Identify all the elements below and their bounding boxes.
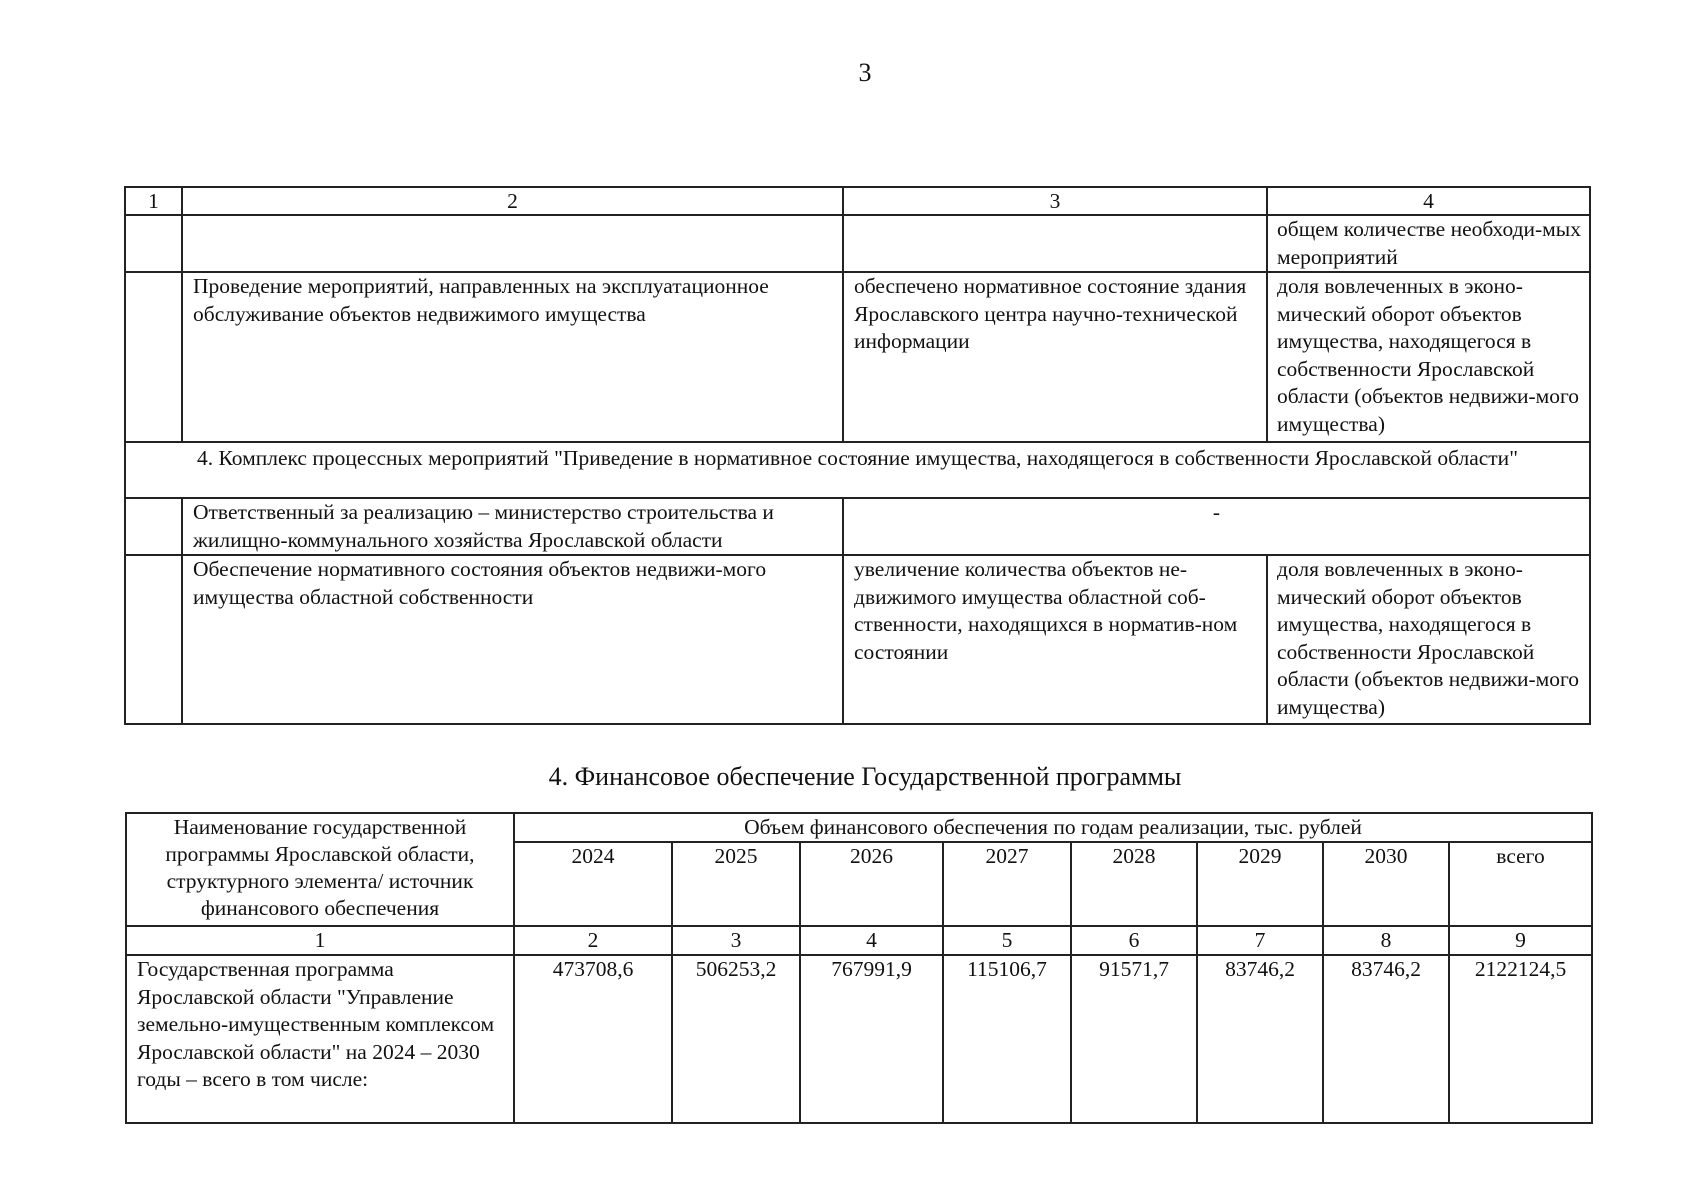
financing-table (125, 812, 1593, 1124)
year-header: 2027 (943, 842, 1071, 926)
year-header: 2028 (1071, 842, 1197, 926)
total-value-cell: 2122124,5 (1449, 955, 1592, 1123)
dash-cell: - (843, 498, 1590, 555)
table-row (125, 498, 1590, 555)
section-heading: 4. Комплекс процессных мероприятий "Приведение в нормативное состояние имущества, находящегося в собственности Ярославской области" (125, 442, 1590, 498)
result-cell: обеспечено нормативное состояние здания Ярославского центра научно-технической информации (843, 272, 1267, 442)
page-number: 3 (858, 58, 872, 87)
responsible-cell: Ответственный за реализацию – министерство строительства и жилищно-коммунального хозяйства Ярославской области (182, 498, 843, 555)
column-number: 2 (514, 926, 672, 955)
volume-header: Объем финансового обеспечения по годам реализации, тыс. рублей (514, 813, 1592, 842)
value-cell: 91571,7 (1071, 955, 1197, 1123)
column-number: 1 (125, 187, 182, 215)
value-cell: 115106,7 (943, 955, 1071, 1123)
year-header: 2024 (514, 842, 672, 926)
year-header: 2026 (800, 842, 943, 926)
column-number: 1 (126, 926, 514, 955)
result-cell: увеличение количества объектов не-движимого имущества областной соб-ственности, находящихся в норматив-ном состоянии (843, 555, 1267, 724)
table-row (126, 955, 1592, 1123)
column-number: 2 (182, 187, 843, 215)
column-numbers-row (126, 926, 1592, 955)
table-header-row (126, 813, 1592, 842)
year-header: 2030 (1323, 842, 1449, 926)
value-cell: 767991,9 (800, 955, 943, 1123)
year-header: 2029 (1197, 842, 1323, 926)
program-name-cell: Государственная программа Ярославской области "Управление земельно-имущественным комплексом Ярославской области" на 2024 – 2030 годы – всего в том числе: (126, 955, 514, 1123)
indicator-cell: общем количестве необходи-мых мероприятий (1267, 215, 1590, 272)
column-number: 5 (943, 926, 1071, 955)
total-header: всего (1449, 842, 1592, 926)
value-cell: 473708,6 (514, 955, 672, 1123)
table-row (125, 555, 1590, 724)
table-row (125, 215, 1590, 272)
activity-cell: Обеспечение нормативного состояния объектов недвижи-мого имущества областной собственности (182, 555, 843, 724)
column-number: 9 (1449, 926, 1592, 955)
indicator-cell: доля вовлеченных в эконо-мический оборот объектов имущества, находящегося в собственности Ярославской области (объектов недвижи-мого имущества) (1267, 555, 1590, 724)
program-name-header: Наименование государственной программы Ярославской области, структурного элемента/ источник финансового обеспечения (126, 813, 514, 926)
column-number: 8 (1323, 926, 1449, 955)
activities-table (124, 186, 1591, 725)
year-header: 2025 (672, 842, 800, 926)
column-number: 3 (843, 187, 1267, 215)
value-cell: 506253,2 (672, 955, 800, 1123)
section-heading-row (125, 442, 1590, 498)
activity-cell: Проведение мероприятий, направленных на эксплуатационное обслуживание объектов недвижимого имущества (182, 272, 843, 442)
column-number: 4 (800, 926, 943, 955)
value-cell: 83746,2 (1323, 955, 1449, 1123)
column-number: 3 (672, 926, 800, 955)
value-cell: 83746,2 (1197, 955, 1323, 1123)
section-title: 4. Финансовое обеспечение Государственной программы (548, 762, 1182, 791)
column-number: 6 (1071, 926, 1197, 955)
indicator-cell: доля вовлеченных в эконо-мический оборот объектов имущества, находящегося в собственности Ярославской области (объектов недвижи-мого имущества) (1267, 272, 1590, 442)
table-row (125, 272, 1590, 442)
column-number: 4 (1267, 187, 1590, 215)
table-header-row (125, 187, 1590, 215)
column-number: 7 (1197, 926, 1323, 955)
